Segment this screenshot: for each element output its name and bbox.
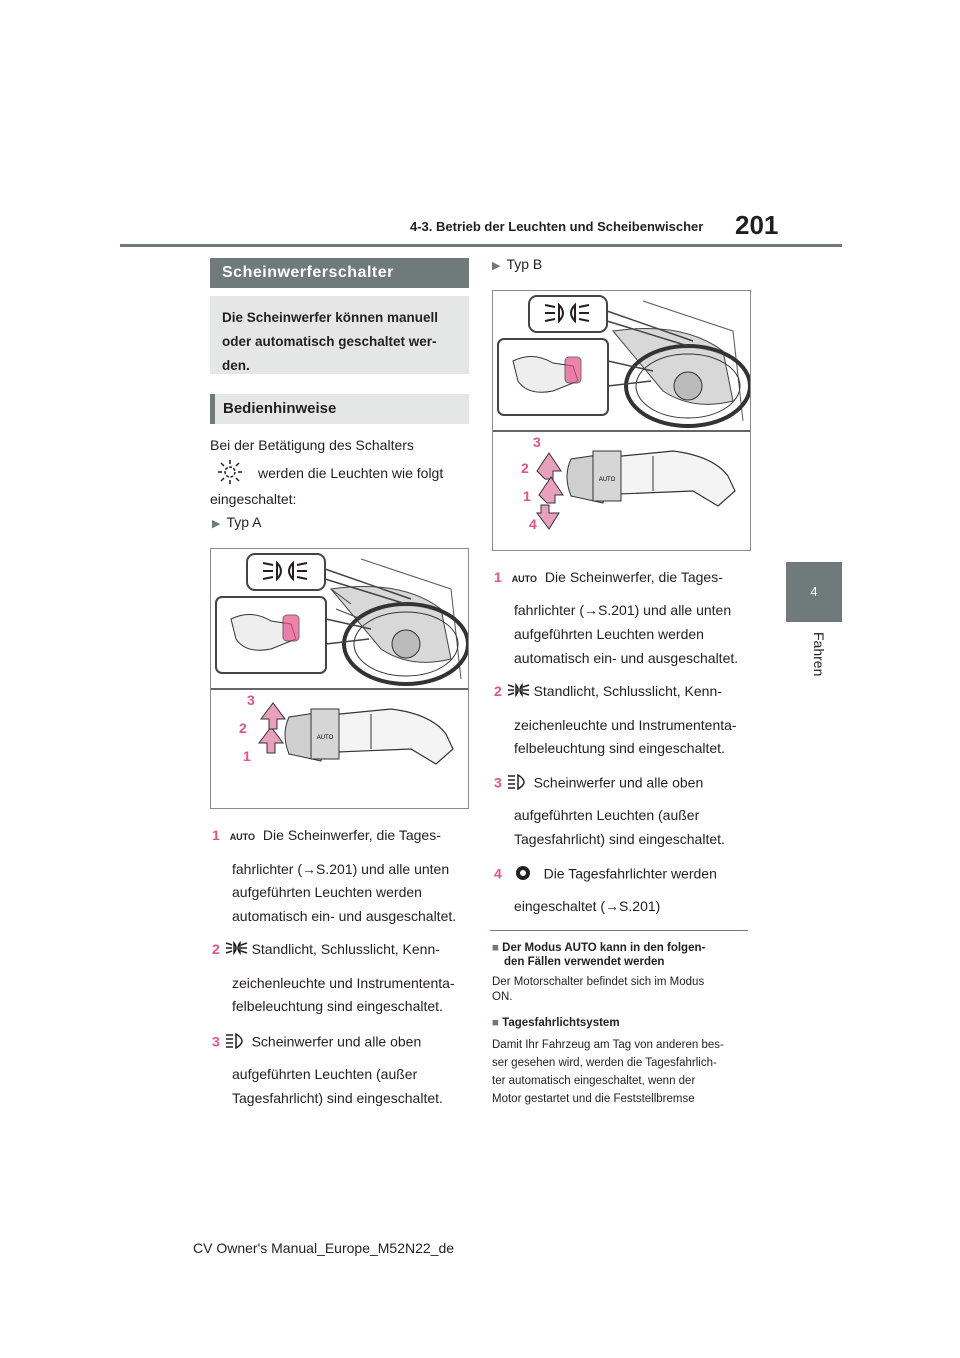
intro-line: den.: [222, 358, 250, 373]
item-line: aufgeführten Leuchten (außer: [232, 1066, 418, 1082]
type-a-item-2: 2 Standlicht, Schlusslicht, Kenn-: [212, 940, 440, 960]
body-line: Bei der Betätigung des Schalters: [210, 437, 414, 453]
callout-3: 3: [533, 434, 541, 450]
callout-2: 2: [239, 720, 247, 736]
item-line: automatisch ein- und ausgeschaltet.: [232, 908, 457, 924]
item-line: felbeleuchtung sind eingeschaltet.: [232, 998, 443, 1014]
svg-text:AUTO: AUTO: [598, 477, 616, 483]
light-switch-icon: [214, 458, 246, 486]
header-divider: [120, 244, 842, 247]
item-line: felbeleuchtung sind eingeschaltet.: [514, 740, 725, 756]
headlight-icon: [224, 1032, 248, 1054]
type-b-item-3: 3 Scheinwerfer und alle oben: [494, 773, 703, 795]
parking-light-icon: [506, 682, 530, 702]
type-a-item-3: 3 Scheinwerfer und alle oben: [212, 1032, 421, 1054]
note-title: ■ Tagesfahrlichtsystem: [492, 1017, 620, 1029]
auto-icon: AUTO: [511, 574, 538, 584]
item-line: automatisch ein- und ausgeschaltet.: [514, 650, 739, 666]
type-b-item-4: 4 Die Tagesfahrlichter werden: [494, 864, 717, 886]
notes-divider: [490, 930, 748, 931]
figure-type-a: [210, 548, 469, 809]
intro-box: [210, 296, 469, 374]
note-text: Der Motorschalter befindet sich im Modus: [492, 976, 705, 988]
note-text: ser gesehen wird, werden die Tagesfahrlich-: [492, 1057, 717, 1069]
item-line: zeichenleuchte und Instrumententa-: [514, 717, 737, 733]
page-number: 201: [735, 210, 779, 240]
chapter-label: Fahren: [811, 632, 827, 677]
body-line: eingeschaltet:: [210, 491, 297, 507]
parking-light-icon: [224, 940, 248, 960]
callout-3: 3: [247, 692, 255, 708]
square-bullet-icon: ■: [492, 1017, 499, 1029]
type-a-item-1: 1 AUTO Die Scheinwerfer, die Tages-: [212, 827, 441, 843]
callout-2: 2: [521, 460, 529, 476]
item-line: aufgeführten Leuchten werden: [232, 884, 422, 900]
item-line: aufgeführten Leuchten (außer: [514, 807, 700, 823]
callout-4: 4: [529, 516, 537, 532]
item-line: aufgeführten Leuchten werden: [514, 626, 704, 642]
intro-line: Die Scheinwerfer können manuell: [222, 310, 439, 325]
chapter-tab: 4: [786, 562, 842, 622]
note-auto-mode: [492, 941, 750, 1005]
square-bullet-icon: ■: [492, 942, 499, 954]
note-text: ter automatisch eingeschaltet, wenn der: [492, 1075, 696, 1087]
callout-1: 1: [243, 748, 251, 764]
figure-type-b: [492, 290, 751, 551]
subsection-title: Bedienhinweise: [210, 394, 469, 424]
daytime-running-light-icon: [506, 864, 540, 886]
headlight-icon: [506, 773, 530, 795]
item-line: eingeschaltet (→S.201): [514, 898, 661, 914]
note-text: ON.: [492, 991, 513, 1003]
type-b-item-2: 2 Standlicht, Schlusslicht, Kenn-: [494, 682, 722, 702]
item-line: Tagesfahrlicht) sind eingeschaltet.: [232, 1090, 443, 1106]
body-line: werden die Leuchten wie folgt: [258, 465, 444, 481]
callout-1: 1: [523, 488, 531, 504]
header-section-title: 4-3. Betrieb der Leuchten und Scheibenwischer: [410, 219, 704, 234]
item-line: zeichenleuchte und Instrumententa-: [232, 975, 455, 991]
note-text: Damit Ihr Fahrzeug am Tag von anderen bes-: [492, 1039, 724, 1051]
item-line: Tagesfahrlicht) sind eingeschaltet.: [514, 831, 725, 847]
section-title: Scheinwerferschalter: [210, 258, 469, 288]
note-title: ■ Der Modus AUTO kann in den folgen-: [492, 942, 706, 954]
footer: CV Owner's Manual_Europe_M52N22_de: [193, 1240, 455, 1256]
note-text: Motor gestartet und die Feststellbremse: [492, 1093, 695, 1105]
intro-line: oder automatisch geschaltet wer-: [222, 334, 437, 349]
type-b-label: ▶ Typ B: [492, 256, 543, 272]
triangle-bullet-icon: ▶: [492, 260, 501, 272]
item-line: fahrlichter (→S.201) und alle unten: [514, 602, 732, 618]
triangle-bullet-icon: ▶: [212, 518, 221, 530]
auto-icon: AUTO: [229, 832, 256, 842]
item-line: fahrlichter (→S.201) und alle unten: [232, 861, 450, 877]
note-daytime-system: [492, 1016, 750, 1108]
type-a-label: ▶ Typ A: [212, 514, 262, 530]
svg-text:AUTO: AUTO: [316, 735, 334, 741]
type-b-item-1: 1 AUTO Die Scheinwerfer, die Tages-: [494, 569, 723, 585]
note-title: den Fällen verwendet werden: [504, 956, 665, 968]
